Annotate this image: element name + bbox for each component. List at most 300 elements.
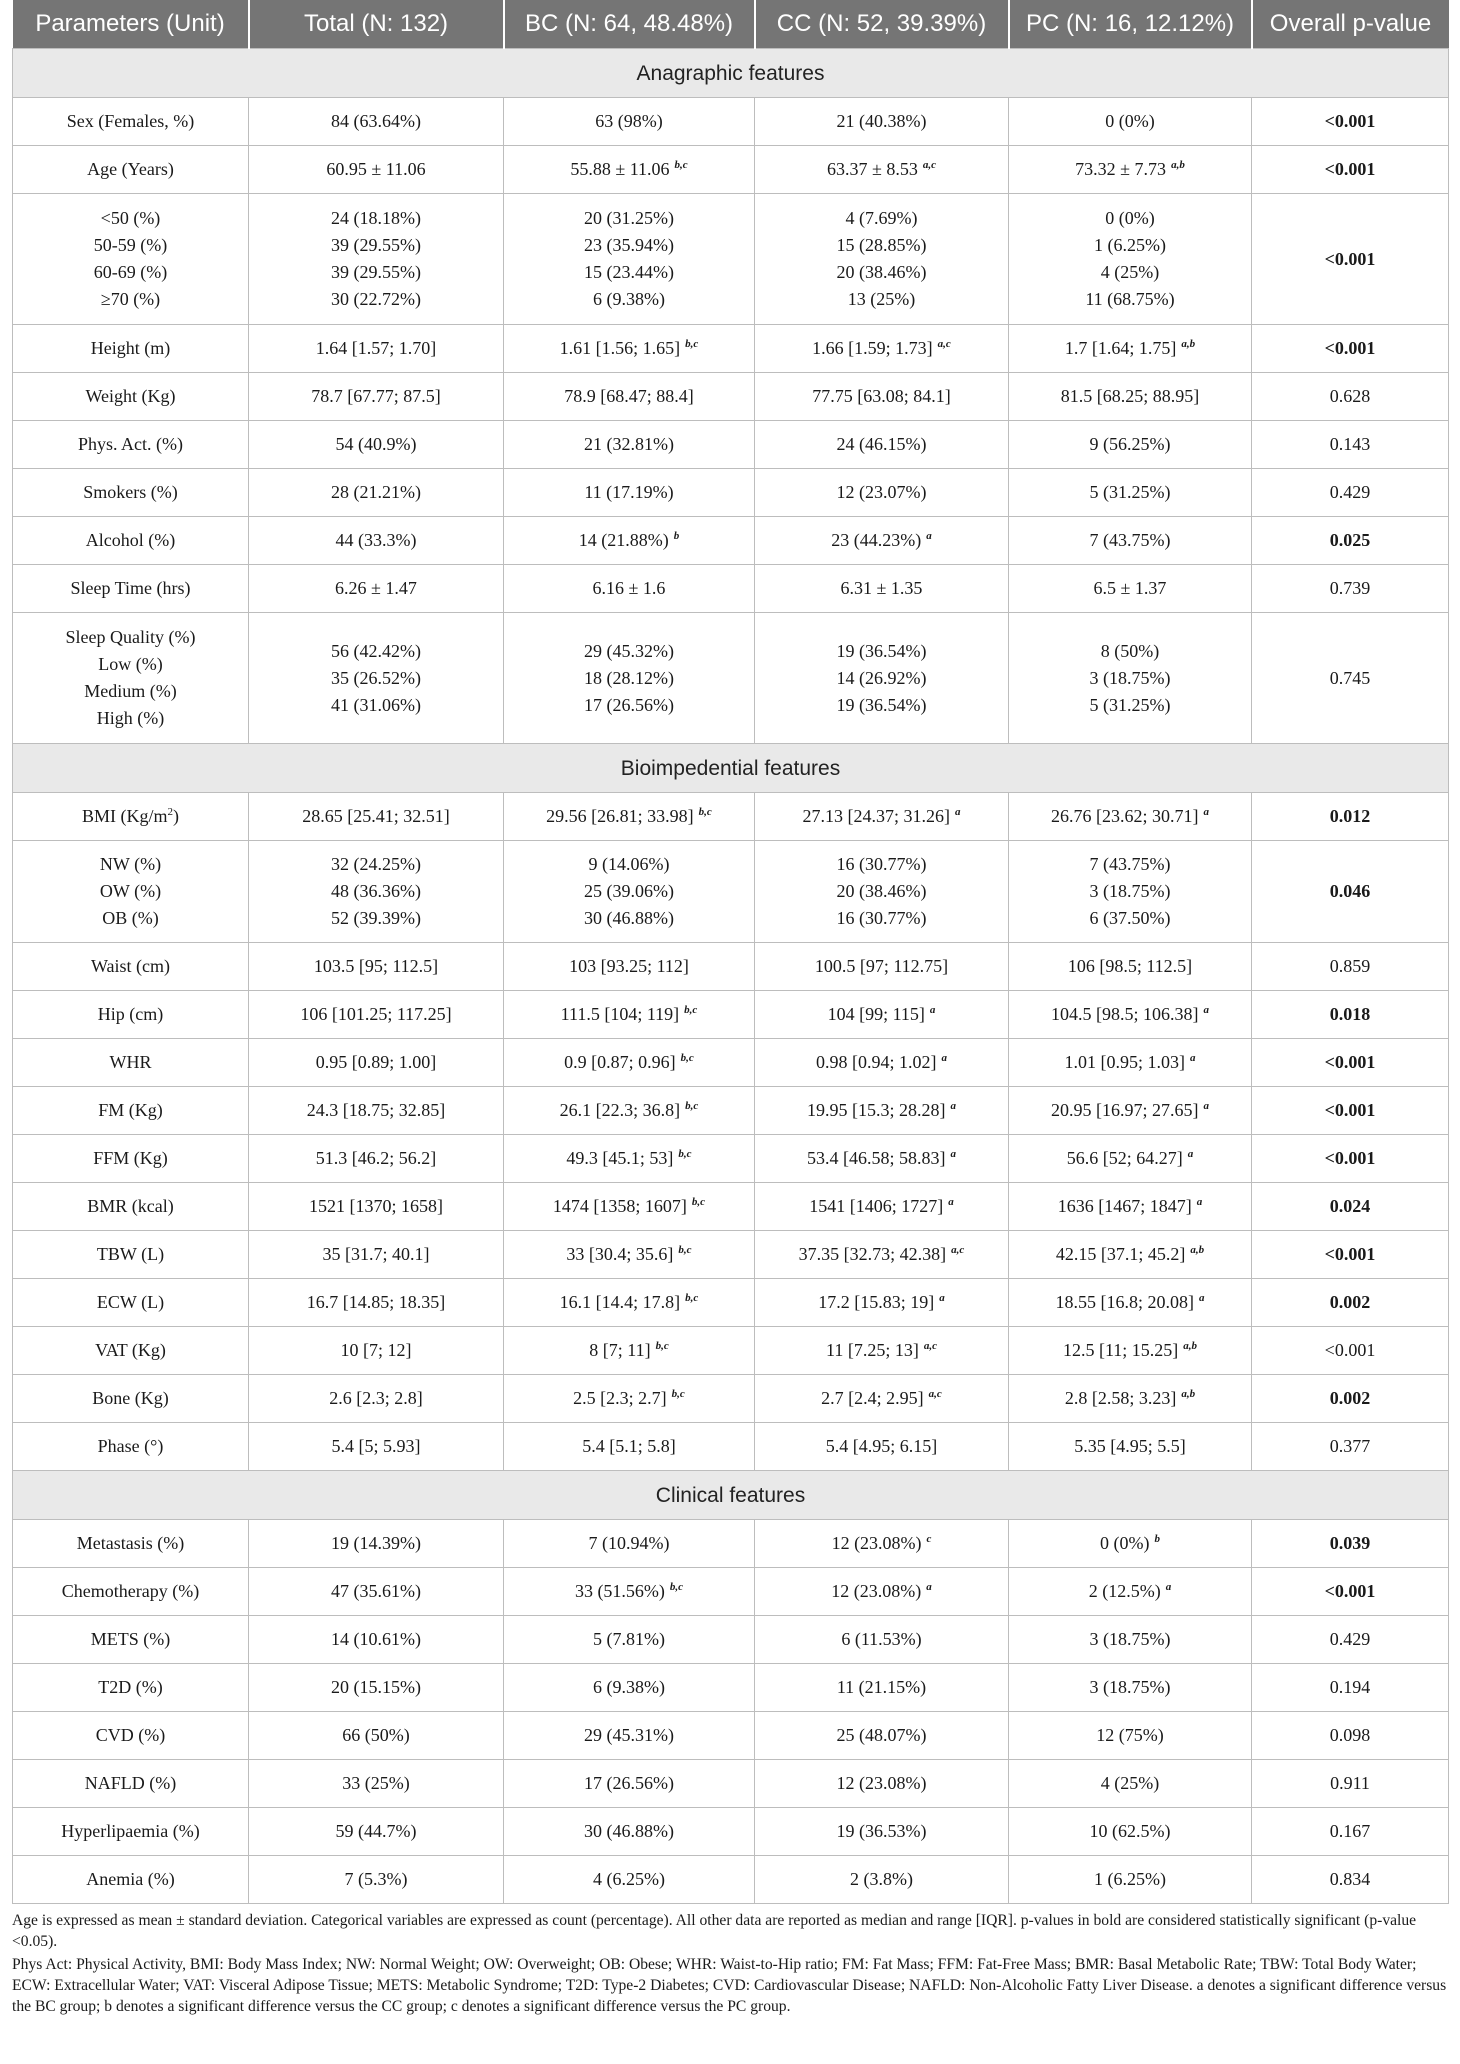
cc-cell bbox=[755, 1375, 1009, 1423]
cc-value bbox=[759, 1674, 1004, 1701]
value-text: 81.5 [68.25; 88.95] bbox=[1060, 386, 1200, 406]
bc-value bbox=[508, 1193, 750, 1220]
cc-value bbox=[759, 1337, 1004, 1364]
p-value-cell: 0.024 bbox=[1252, 1183, 1449, 1231]
parameter-text: OB (%) bbox=[102, 908, 159, 928]
pc-value bbox=[1013, 259, 1247, 286]
value-text: 1541 [1406; 1727] bbox=[809, 1196, 944, 1216]
cc-value bbox=[759, 638, 1004, 665]
parameter-text: Hyperlipaemia (%) bbox=[61, 1821, 200, 1841]
parameter-text: Sex (Females, %) bbox=[66, 111, 195, 131]
bc-value bbox=[508, 878, 750, 905]
total-value bbox=[253, 479, 499, 506]
value-text: 26.76 [23.62; 30.71] bbox=[1051, 806, 1199, 826]
value-text: 63.37 ± 8.53 bbox=[826, 159, 918, 179]
bc-value bbox=[508, 1337, 750, 1364]
bc-cell bbox=[504, 991, 755, 1039]
cc-value bbox=[759, 878, 1004, 905]
total-cell bbox=[249, 1087, 504, 1135]
cc-value bbox=[759, 803, 1004, 830]
value-text: 29.56 [26.81; 33.98] bbox=[546, 806, 694, 826]
total-value bbox=[253, 286, 499, 313]
significance-marker: a bbox=[926, 530, 932, 542]
value-text: 7 (43.75%) bbox=[1089, 854, 1171, 874]
value-text: 11 (21.15%) bbox=[836, 1677, 927, 1697]
pc-value bbox=[1013, 1385, 1247, 1412]
bc-cell bbox=[504, 1856, 755, 1904]
parameter-text: Waist (cm) bbox=[90, 956, 171, 976]
total-value bbox=[253, 953, 499, 980]
cc-cell bbox=[755, 1712, 1009, 1760]
significance-marker: a,c bbox=[923, 1340, 937, 1352]
bc-cell bbox=[504, 98, 755, 146]
value-text: 100.5 [97; 112.75] bbox=[814, 956, 949, 976]
value-text: 73.32 ± 7.73 bbox=[1075, 159, 1167, 179]
pc-value bbox=[1013, 383, 1247, 410]
pc-value bbox=[1013, 665, 1247, 692]
total-value bbox=[253, 527, 499, 554]
pc-value bbox=[1013, 1626, 1247, 1653]
parameter-cell bbox=[13, 793, 249, 841]
total-value bbox=[253, 878, 499, 905]
pc-cell bbox=[1009, 1375, 1252, 1423]
value-text: 66 (50%) bbox=[342, 1725, 410, 1745]
parameter-text: NW (%) bbox=[99, 854, 162, 874]
value-text: 1 (6.25%) bbox=[1094, 1869, 1166, 1889]
total-value bbox=[253, 1241, 499, 1268]
table-row bbox=[13, 469, 1449, 517]
bc-cell bbox=[504, 1712, 755, 1760]
cc-value bbox=[759, 1097, 1004, 1124]
parameter-cell bbox=[13, 1183, 249, 1231]
cc-cell bbox=[755, 1520, 1009, 1568]
cc-value bbox=[759, 1049, 1004, 1076]
pc-value bbox=[1013, 232, 1247, 259]
significance-marker: b,c bbox=[671, 1388, 685, 1400]
bc-value bbox=[508, 638, 750, 665]
parameter-label bbox=[17, 156, 244, 183]
pc-cell bbox=[1009, 841, 1252, 943]
bc-value bbox=[508, 575, 750, 602]
value-text: 8 [7; 11] bbox=[589, 1340, 651, 1360]
value-text: 5 (31.25%) bbox=[1089, 694, 1171, 715]
pc-cell bbox=[1009, 1039, 1252, 1087]
cc-value bbox=[759, 232, 1004, 259]
value-text: 0 (0%) bbox=[1105, 208, 1155, 228]
value-text: 33 (51.56%) bbox=[574, 1581, 665, 1601]
pc-cell bbox=[1009, 1664, 1252, 1712]
cc-value bbox=[759, 575, 1004, 602]
parameter-text: VAT (Kg) bbox=[95, 1340, 166, 1360]
p-value-cell: 0.039 bbox=[1252, 1520, 1449, 1568]
total-cell bbox=[249, 421, 504, 469]
bc-value bbox=[508, 383, 750, 410]
total-value bbox=[253, 1866, 499, 1893]
parameter-cell bbox=[13, 1423, 249, 1471]
total-cell bbox=[249, 325, 504, 373]
footnote: Age is expressed as mean ± standard deviation. Categorical variables are expressed as count (percentage). All other data are reported as median and range [IQR]. p-values in bold are considered statistically significant (p-value <0.05). bbox=[12, 1912, 1417, 1950]
pc-cell bbox=[1009, 146, 1252, 194]
pc-cell bbox=[1009, 1135, 1252, 1183]
parameter-cell bbox=[13, 565, 249, 613]
total-value bbox=[253, 1626, 499, 1653]
parameter-label bbox=[17, 624, 244, 651]
total-cell bbox=[249, 1568, 504, 1616]
value-text: 1.61 [1.56; 1.65] bbox=[559, 338, 681, 358]
significance-marker: a bbox=[1203, 1004, 1209, 1016]
value-text: 28.65 [25.41; 32.51] bbox=[302, 806, 450, 826]
value-text: 26.1 [22.3; 36.8] bbox=[559, 1100, 681, 1120]
value-text: 11 [7.25; 13] bbox=[826, 1340, 919, 1360]
total-cell bbox=[249, 469, 504, 517]
unit-tail: ) bbox=[173, 806, 179, 826]
parameter-cell bbox=[13, 1231, 249, 1279]
bc-value bbox=[508, 1049, 750, 1076]
parameter-label bbox=[17, 678, 244, 705]
p-value-cell: 0.143 bbox=[1252, 421, 1449, 469]
value-text: 32 (24.25%) bbox=[331, 854, 421, 874]
bc-cell bbox=[504, 1808, 755, 1856]
parameter-label bbox=[17, 1530, 244, 1557]
parameter-cell bbox=[13, 1664, 249, 1712]
value-text: 104.5 [98.5; 106.38] bbox=[1051, 1004, 1199, 1024]
parameter-cell bbox=[13, 1327, 249, 1375]
table-footnotes bbox=[12, 1910, 1448, 2017]
pc-cell bbox=[1009, 1423, 1252, 1471]
pc-value bbox=[1013, 575, 1247, 602]
table-row bbox=[13, 1520, 1449, 1568]
total-cell bbox=[249, 373, 504, 421]
bc-value bbox=[508, 205, 750, 232]
bc-cell bbox=[504, 1423, 755, 1471]
bc-value bbox=[508, 803, 750, 830]
value-text: 8 (50%) bbox=[1100, 640, 1160, 661]
parameter-label bbox=[17, 431, 244, 458]
value-text: 19 (36.54%) bbox=[836, 694, 927, 715]
total-value bbox=[253, 1049, 499, 1076]
total-value bbox=[253, 638, 499, 665]
parameter-cell bbox=[13, 469, 249, 517]
p-value-cell: 0.098 bbox=[1252, 1712, 1449, 1760]
cc-cell bbox=[755, 793, 1009, 841]
parameter-label bbox=[17, 259, 244, 286]
bc-cell bbox=[504, 1616, 755, 1664]
pc-cell bbox=[1009, 1616, 1252, 1664]
total-cell bbox=[249, 1327, 504, 1375]
parameter-cell bbox=[13, 1760, 249, 1808]
parameter-text: Chemotherapy (%) bbox=[61, 1581, 200, 1601]
significance-marker: a bbox=[955, 806, 961, 818]
value-text: 6.26 ± 1.47 bbox=[335, 578, 417, 598]
value-text: 77.75 [63.08; 84.1] bbox=[812, 386, 951, 406]
table-body bbox=[13, 49, 1449, 1904]
parameter-label bbox=[17, 527, 244, 554]
significance-marker: a bbox=[950, 1148, 956, 1160]
parameter-label bbox=[17, 1001, 244, 1028]
cc-cell bbox=[755, 1183, 1009, 1231]
significance-marker: b,c bbox=[655, 1340, 669, 1352]
total-value bbox=[253, 1433, 499, 1460]
bc-value bbox=[508, 286, 750, 313]
p-value-cell: <0.001 bbox=[1252, 1231, 1449, 1279]
pc-value bbox=[1013, 1289, 1247, 1316]
pc-value bbox=[1013, 1193, 1247, 1220]
bc-cell bbox=[504, 943, 755, 991]
bc-value bbox=[508, 527, 750, 554]
value-text: 5.35 [4.95; 5.5] bbox=[1074, 1436, 1186, 1456]
value-text: 6 (11.53%) bbox=[841, 1629, 922, 1649]
cc-cell bbox=[755, 1423, 1009, 1471]
parameter-cell bbox=[13, 146, 249, 194]
significance-marker: b,c bbox=[685, 338, 699, 350]
value-text: 1.7 [1.64; 1.75] bbox=[1064, 338, 1177, 358]
value-text: 4 (7.69%) bbox=[845, 208, 918, 228]
value-text: 2 (12.5%) bbox=[1088, 1581, 1161, 1601]
p-value-cell: <0.001 bbox=[1252, 1087, 1449, 1135]
parameter-label bbox=[17, 286, 244, 313]
bc-value bbox=[508, 1097, 750, 1124]
table-row bbox=[13, 1664, 1449, 1712]
parameter-cell bbox=[13, 1856, 249, 1904]
pc-value bbox=[1013, 878, 1247, 905]
parameter-label bbox=[17, 1049, 244, 1076]
parameter-text: Age (Years) bbox=[87, 159, 174, 179]
value-text: 35 (26.52%) bbox=[331, 667, 421, 688]
cc-cell bbox=[755, 1039, 1009, 1087]
value-text: 7 (43.75%) bbox=[1089, 530, 1171, 550]
parameter-label bbox=[17, 878, 244, 905]
value-text: 4 (6.25%) bbox=[593, 1869, 665, 1889]
parameter-text: FFM (Kg) bbox=[93, 1148, 168, 1168]
bc-value bbox=[508, 335, 750, 362]
bc-cell bbox=[504, 1568, 755, 1616]
value-text: 20 (38.46%) bbox=[836, 262, 927, 282]
total-cell bbox=[249, 1135, 504, 1183]
total-value bbox=[253, 259, 499, 286]
parameter-text: OW (%) bbox=[99, 881, 162, 901]
total-cell bbox=[249, 1183, 504, 1231]
pc-cell bbox=[1009, 991, 1252, 1039]
pc-value bbox=[1013, 1337, 1247, 1364]
parameter-text: TBW (L) bbox=[96, 1244, 165, 1264]
header-row bbox=[13, 0, 1449, 49]
table-row bbox=[13, 1375, 1449, 1423]
total-cell bbox=[249, 1808, 504, 1856]
value-text: 3 (18.75%) bbox=[1089, 1629, 1171, 1649]
value-text: 24 (46.15%) bbox=[836, 434, 927, 454]
significance-marker: a,b bbox=[1181, 1388, 1196, 1400]
total-value bbox=[253, 335, 499, 362]
parameter-text: BMI (Kg/m bbox=[82, 806, 168, 826]
total-value bbox=[253, 1097, 499, 1124]
pc-value bbox=[1013, 1530, 1247, 1557]
cc-value bbox=[759, 335, 1004, 362]
parameter-label bbox=[17, 705, 244, 732]
value-text: 33 [30.4; 35.6] bbox=[566, 1244, 674, 1264]
value-text: 21 (40.38%) bbox=[836, 111, 927, 131]
parameter-cell bbox=[13, 325, 249, 373]
parameter-label bbox=[17, 205, 244, 232]
pc-cell bbox=[1009, 1231, 1252, 1279]
bc-cell bbox=[504, 1087, 755, 1135]
bc-value bbox=[508, 1674, 750, 1701]
significance-marker: a bbox=[941, 1052, 947, 1064]
total-value bbox=[253, 905, 499, 932]
value-text: 78.7 [67.77; 87.5] bbox=[311, 386, 441, 406]
bc-cell bbox=[504, 1664, 755, 1712]
cc-value bbox=[759, 1530, 1004, 1557]
total-value bbox=[253, 1385, 499, 1412]
table-row bbox=[13, 421, 1449, 469]
pc-cell bbox=[1009, 421, 1252, 469]
cc-value bbox=[759, 1385, 1004, 1412]
pc-cell bbox=[1009, 469, 1252, 517]
cc-value bbox=[759, 1193, 1004, 1220]
value-text: 1.01 [0.95; 1.03] bbox=[1064, 1052, 1185, 1072]
total-value bbox=[253, 665, 499, 692]
parameter-text: Low (%) bbox=[98, 654, 163, 674]
pc-value bbox=[1013, 431, 1247, 458]
parameter-text: NAFLD (%) bbox=[84, 1773, 177, 1793]
value-text: 17.2 [15.83; 19] bbox=[818, 1292, 935, 1312]
section-header-row bbox=[13, 1471, 1449, 1520]
pc-value bbox=[1013, 1674, 1247, 1701]
p-value-cell: 0.628 bbox=[1252, 373, 1449, 421]
total-value bbox=[253, 1674, 499, 1701]
parameter-text: <50 (%) bbox=[100, 208, 161, 228]
parameter-text: ≥70 (%) bbox=[100, 289, 161, 309]
total-cell bbox=[249, 1231, 504, 1279]
significance-marker: a bbox=[1203, 806, 1209, 818]
value-text: 44 (33.3%) bbox=[335, 530, 417, 550]
bc-value bbox=[508, 479, 750, 506]
bc-value bbox=[508, 1530, 750, 1557]
table-row bbox=[13, 1423, 1449, 1471]
cc-cell bbox=[755, 943, 1009, 991]
bc-value bbox=[508, 1578, 750, 1605]
significance-marker: b,c bbox=[698, 806, 712, 818]
bc-value bbox=[508, 905, 750, 932]
unit-superscript: 2 bbox=[167, 806, 173, 818]
parameter-text: ECW (L) bbox=[96, 1292, 165, 1312]
parameter-text: FM (Kg) bbox=[98, 1100, 163, 1120]
value-text: 15 (23.44%) bbox=[584, 262, 674, 282]
bc-cell bbox=[504, 1375, 755, 1423]
value-text: 25 (48.07%) bbox=[836, 1725, 927, 1745]
cc-value bbox=[759, 156, 1004, 183]
significance-marker: b bbox=[673, 530, 680, 542]
p-value-cell: 0.911 bbox=[1252, 1760, 1449, 1808]
total-value bbox=[253, 803, 499, 830]
p-value-cell: 0.025 bbox=[1252, 517, 1449, 565]
table-row bbox=[13, 1039, 1449, 1087]
p-value-cell: 0.002 bbox=[1252, 1375, 1449, 1423]
value-text: 63 (98%) bbox=[595, 111, 663, 131]
total-value bbox=[253, 205, 499, 232]
value-text: 6 (37.50%) bbox=[1089, 908, 1171, 928]
bc-value bbox=[508, 1722, 750, 1749]
pc-value bbox=[1013, 1770, 1247, 1797]
parameter-text: Anemia (%) bbox=[86, 1869, 175, 1889]
header-p-value: Overall p-value bbox=[1252, 0, 1449, 49]
total-cell bbox=[249, 1712, 504, 1760]
total-cell bbox=[249, 1664, 504, 1712]
pc-value bbox=[1013, 1433, 1247, 1460]
total-cell bbox=[249, 1520, 504, 1568]
footnote: Phys Act: Physical Activity, BMI: Body Mass Index; NW: Normal Weight; OW: Overweight; OB: Obese; WHR: Waist-to-Hip ratio; FM: Fat Mass; FFM: Fat-Free Mass; BMR: Basal Metabolic Rate; TBW: Total Body Water; ECW: Extracellular Water; VAT: Visceral Adipose Tissue; METS: Metabolic Syndrome; T2D: Type-2 Diabetes; CVD: Cardiovascular Disease; NAFLD: Non-Alcoholic Fatty Liver Disease. a denotes a significant difference versus the BC group; b denotes a significant difference versus the CC group; c denotes a significant difference versus the PC group. bbox=[12, 1956, 1447, 2015]
value-text: 5.4 [5; 5.93] bbox=[331, 1436, 421, 1456]
cc-cell bbox=[755, 1135, 1009, 1183]
value-text: 39 (29.55%) bbox=[331, 235, 421, 255]
total-value bbox=[253, 575, 499, 602]
table-row bbox=[13, 517, 1449, 565]
pc-value bbox=[1013, 527, 1247, 554]
total-cell bbox=[249, 991, 504, 1039]
cc-value bbox=[759, 1722, 1004, 1749]
cc-cell bbox=[755, 1231, 1009, 1279]
parameter-cell bbox=[13, 373, 249, 421]
bc-cell bbox=[504, 421, 755, 469]
value-text: 41 (31.06%) bbox=[331, 694, 421, 715]
pc-value bbox=[1013, 1722, 1247, 1749]
significance-marker: a bbox=[1199, 1292, 1205, 1304]
parameter-label bbox=[17, 1385, 244, 1412]
value-text: 54 (40.9%) bbox=[335, 434, 417, 454]
pc-cell bbox=[1009, 1279, 1252, 1327]
table-row bbox=[13, 1568, 1449, 1616]
pc-cell bbox=[1009, 1183, 1252, 1231]
parameter-label bbox=[17, 1193, 244, 1220]
bc-value bbox=[508, 1433, 750, 1460]
value-text: 17 (26.56%) bbox=[584, 1773, 674, 1793]
value-text: 2.7 [2.4; 2.95] bbox=[821, 1388, 924, 1408]
table-row bbox=[13, 565, 1449, 613]
value-text: 3 (18.75%) bbox=[1089, 1677, 1171, 1697]
value-text: 14 (26.92%) bbox=[836, 667, 927, 688]
value-text: 104 [99; 115] bbox=[827, 1004, 925, 1024]
value-text: 18 (28.12%) bbox=[584, 667, 674, 688]
significance-marker: a,b bbox=[1183, 1340, 1198, 1352]
pc-value bbox=[1013, 1241, 1247, 1268]
value-text: 2.6 [2.3; 2.8] bbox=[329, 1388, 423, 1408]
parameter-label bbox=[17, 383, 244, 410]
total-cell bbox=[249, 98, 504, 146]
p-value-cell: 0.194 bbox=[1252, 1664, 1449, 1712]
parameter-cell bbox=[13, 98, 249, 146]
significance-marker: a bbox=[948, 1196, 954, 1208]
significance-marker: a bbox=[939, 1292, 945, 1304]
parameter-cell bbox=[13, 1616, 249, 1664]
cc-value bbox=[759, 1145, 1004, 1172]
value-text: 24.3 [18.75; 32.85] bbox=[306, 1100, 446, 1120]
pc-cell bbox=[1009, 1568, 1252, 1616]
value-text: 0 (0%) bbox=[1105, 111, 1155, 131]
value-text: 1636 [1467; 1847] bbox=[1057, 1196, 1192, 1216]
value-text: 28 (21.21%) bbox=[331, 482, 421, 502]
cc-value bbox=[759, 527, 1004, 554]
bc-value bbox=[508, 1001, 750, 1028]
total-cell bbox=[249, 146, 504, 194]
value-text: 16.1 [14.4; 17.8] bbox=[559, 1292, 681, 1312]
value-text: 6 (9.38%) bbox=[593, 289, 665, 309]
significance-marker: b,c bbox=[674, 159, 688, 171]
bc-cell bbox=[504, 373, 755, 421]
cc-cell bbox=[755, 1616, 1009, 1664]
table-row bbox=[13, 613, 1449, 744]
pc-cell bbox=[1009, 793, 1252, 841]
value-text: 52 (39.39%) bbox=[331, 908, 421, 928]
cc-cell bbox=[755, 613, 1009, 744]
